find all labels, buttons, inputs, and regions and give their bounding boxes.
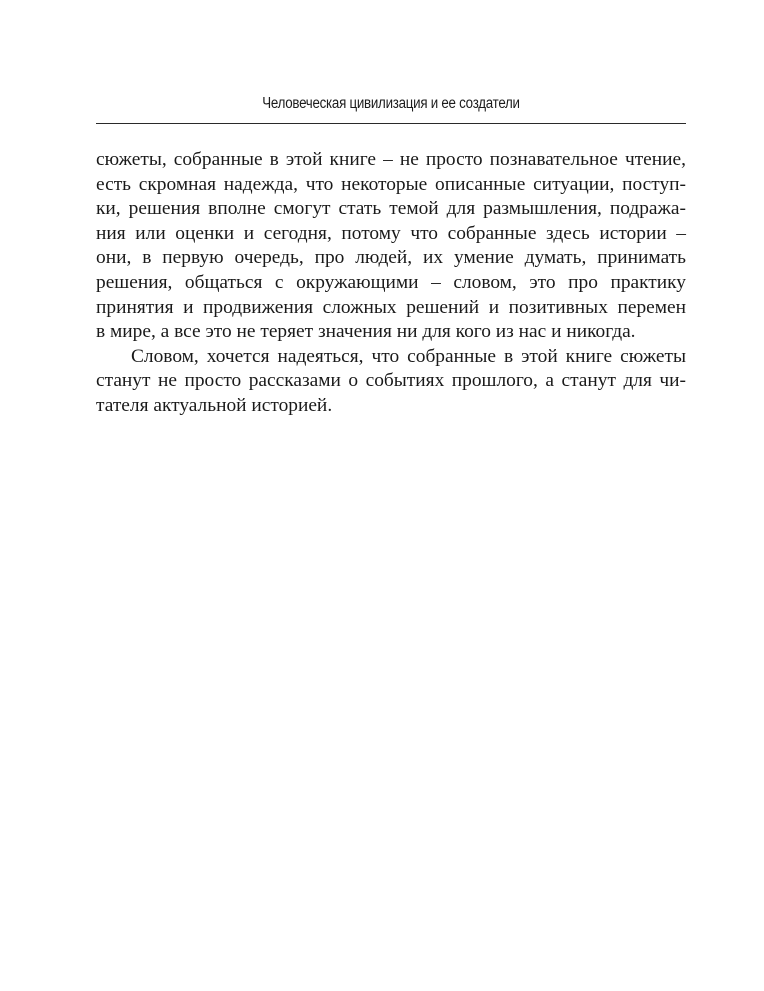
body-text: [96, 148, 686, 419]
text-line: ния или оценки и сегодня, потому что собранные здесь истории –: [96, 222, 686, 244]
text-line: в мире, а все это не теряет значения ни для кого из нас и никогда.: [96, 321, 636, 343]
text-line: есть скромная надежда, что некоторые описанные ситуации, поступ-: [96, 173, 686, 195]
paragraph-1: [96, 148, 686, 345]
text-line: станут не просто рассказами о событиях прошлого, а станут для чи-: [96, 370, 686, 392]
paragraph-2: [96, 345, 686, 419]
header-rule: [96, 123, 686, 124]
text-line: они, в первую очередь, про людей, их умение думать, принимать: [96, 247, 686, 269]
text-line: сюжеты, собранные в этой книге – не просто познавательное чтение,: [96, 149, 686, 170]
text-line: принятия и продвижения сложных решений и позитивных перемен: [96, 296, 686, 318]
text-line: решения, общаться с окружающими – словом, это про практику: [96, 271, 686, 293]
text-line: Словом, хочется надеяться, что собранные в этой книге сюжеты: [131, 345, 686, 367]
text-line: тателя актуальной историей.: [96, 394, 333, 416]
text-line: ки, решения вполне смогут стать темой для размышления, подража-: [96, 198, 686, 220]
running-header: Человеческая цивилизация и ее создатели: [262, 95, 520, 112]
